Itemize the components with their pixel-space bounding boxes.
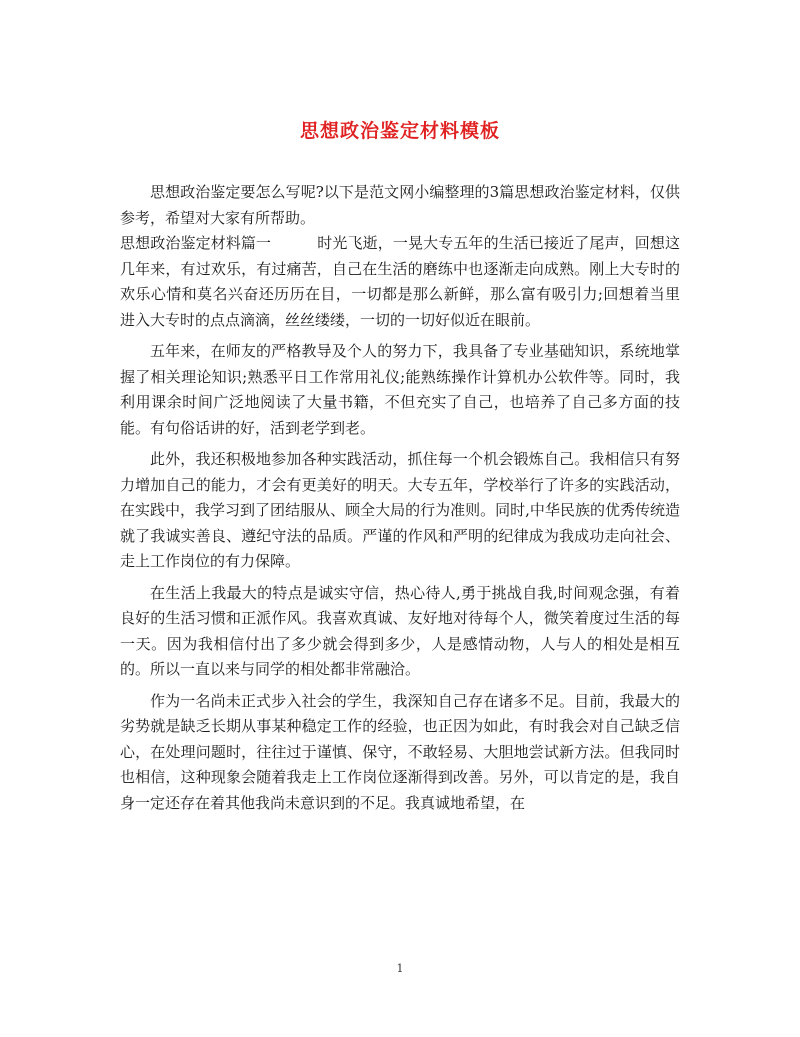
intro-paragraph: 思想政治鉴定要怎么写呢?以下是范文网小编整理的3篇思想政治鉴定材料，仅供参考，希望对大家有所帮助。 (120, 183, 680, 227)
section-first-text: 时光飞逝，一晃大专五年的生活已接近了尾声，回想这几年来，有过欢乐，有过痛苦，自己在生活的磨练中也逐渐走向成熟。刚上大专时的欢乐心情和莫名兴奋还历历在目，一切都是那么新鲜，那么富有吸引力;回想着当里进入大专时的点点滴滴，丝丝缕缕，一切的一切好似近在眼前。 (120, 234, 680, 329)
body-paragraph-4: 作为一名尚未正式步入社会的学生，我深知自己存在诸多不足。目前，我最大的劣势就是缺乏长期从事某种稳定工作的经验，也正因为如此，有时我会对自己缺乏信心，在处理问题时，往往过于谨慎、保守，不敢轻易、大胆地尝试新方法。但我同时也相信，这种现象会随着我走上工作岗位逐渐得到改善。另外，可以肯定的是，我自身一定还存在着其他我尚未意识到的不足。我真诚地希望，在 (120, 691, 680, 812)
body-paragraph-1: 五年来，在师友的严格教导及个人的努力下，我具备了专业基础知识，系统地掌握了相关理论知识;熟悉平日工作常用礼仪;能熟练操作计算机办公软件等。同时，我利用课余时间广泛地阅读了大量书籍，不但充实了自己，也培养了自己多方面的技能。有句俗话讲的好，活到老学到老。 (120, 342, 680, 437)
body-paragraph-3: 在生活上我最大的特点是诚实守信，热心待人,勇于挑战自我,时间观念强，有着良好的生活习惯和正派作风。我喜欢真诚、友好地对待每个人，微笑着度过生活的每一天。因为我相信付出了多少就会得到多少，人是感情动物，人与人的相处是相互的。所以一直以来与同学的相处都非常融洽。 (120, 583, 680, 678)
document-title: 思想政治鉴定材料模板 (299, 120, 500, 142)
page-number: 1 (396, 962, 404, 975)
body-paragraph-2: 此外，我还积极地参加各种实践活动，抓住每一个机会锻炼自己。我相信只有努力增加自己的能力，才会有更美好的明天。大专五年，学校举行了许多的实践活动，在实践中，我学习到了团结服从、顾全大局的行为准则。同时,中华民族的优秀传统造就了我诚实善良、遵纪守法的品质。严谨的作风和严明的纪律成为我成功走向社会、走上工作岗位的有力保障。 (120, 450, 680, 570)
section-label: 思想政治鉴定材料篇一 (120, 234, 272, 252)
document-body (120, 180, 680, 822)
section-first-paragraph (120, 231, 680, 333)
